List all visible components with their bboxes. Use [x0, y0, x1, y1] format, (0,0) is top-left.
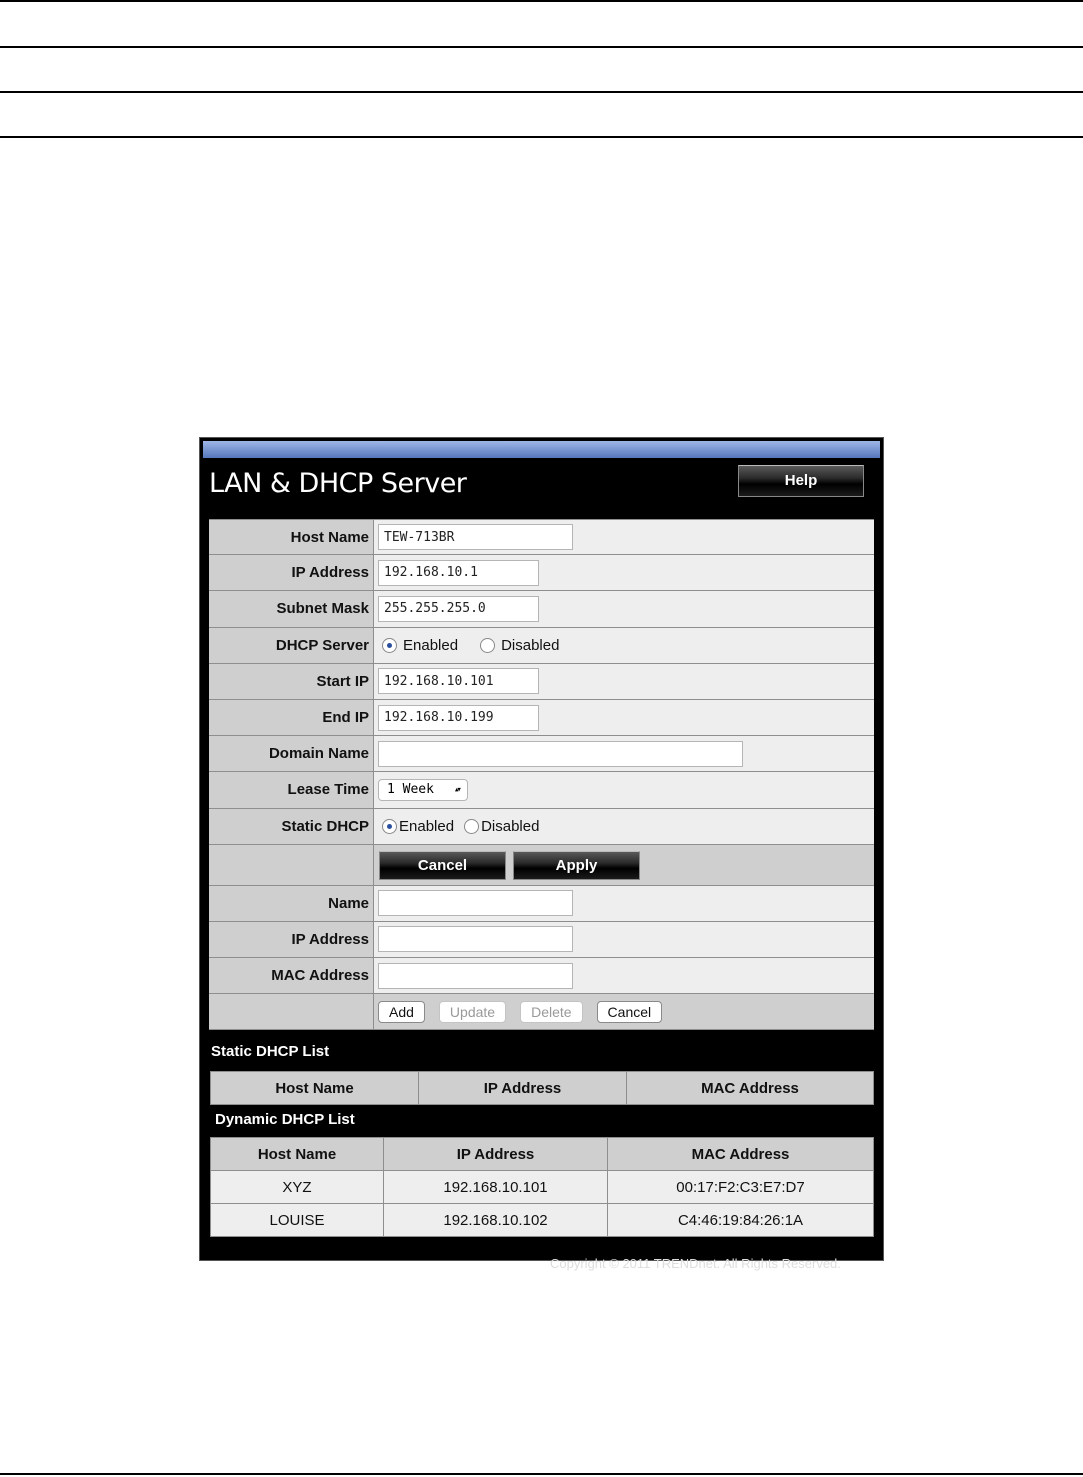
end-ip-label: End IP	[209, 700, 374, 735]
apply-button[interactable]: Apply	[513, 851, 640, 880]
host-name-input[interactable]: TEW-713BR	[378, 524, 573, 550]
dynamic-dhcp-table	[210, 1137, 874, 1237]
ip-address-cell: 192.168.10.101	[384, 1171, 608, 1204]
static-actions-row	[209, 994, 874, 1030]
radio-selected-icon	[382, 638, 397, 653]
dhcp-server-row	[209, 628, 874, 664]
radio-unselected-icon	[464, 819, 479, 834]
lease-time-row	[209, 772, 874, 808]
static-enabled-radio[interactable]	[382, 818, 454, 835]
rule-line	[0, 91, 1083, 93]
lan-settings-form	[209, 519, 874, 1030]
static-ip-label: IP Address	[209, 922, 374, 957]
add-button[interactable]: Add	[378, 1001, 425, 1023]
column-header: Host Name	[211, 1138, 384, 1171]
lease-time-select[interactable]	[378, 779, 468, 801]
lan-dhcp-panel	[199, 437, 884, 1271]
static-dhcp-table	[210, 1071, 874, 1105]
column-header: IP Address	[419, 1072, 627, 1105]
mac-address-cell: 00:17:F2:C3:E7:D7	[608, 1171, 874, 1204]
column-header: MAC Address	[608, 1138, 874, 1171]
host-name-label: Host Name	[209, 520, 374, 554]
panel-top-bar	[203, 441, 880, 458]
start-ip-row	[209, 664, 874, 700]
static-disabled-label: Disabled	[481, 817, 540, 835]
dhcp-enabled-label: Enabled	[403, 636, 459, 654]
dhcp-server-label: DHCP Server	[209, 628, 374, 663]
column-header: IP Address	[384, 1138, 608, 1171]
ip-address-cell: 192.168.10.102	[384, 1204, 608, 1237]
rule-line	[0, 46, 1083, 48]
mac-address-cell: C4:46:19:84:26:1A	[608, 1204, 874, 1237]
page-title: LAN & DHCP Server	[209, 468, 467, 499]
static-mac-input[interactable]	[378, 963, 573, 989]
select-arrows-icon: ▴▾	[453, 784, 459, 795]
lease-time-label: Lease Time	[209, 772, 374, 807]
cancel-entry-button[interactable]: Cancel	[597, 1001, 663, 1023]
static-mac-label: MAC Address	[209, 958, 374, 993]
domain-name-row	[209, 736, 874, 772]
radio-unselected-icon	[480, 638, 495, 653]
help-button[interactable]: Help	[738, 465, 864, 497]
static-ip-input[interactable]	[378, 926, 573, 952]
rule-line	[0, 136, 1083, 138]
copyright-text: Copyright © 2011 TRENDnet. All Rights Reserved.	[550, 1256, 841, 1271]
static-dhcp-label: Static DHCP	[209, 809, 374, 844]
host-name-row	[209, 519, 874, 555]
dynamic-dhcp-list-title: Dynamic DHCP List	[215, 1111, 355, 1128]
end-ip-row	[209, 700, 874, 736]
static-mac-row	[209, 958, 874, 994]
subnet-mask-input[interactable]: 255.255.255.0	[378, 596, 539, 622]
start-ip-label: Start IP	[209, 664, 374, 699]
domain-name-label: Domain Name	[209, 736, 374, 771]
empty-label-cell	[209, 845, 374, 885]
end-ip-input[interactable]: 192.168.10.199	[378, 705, 539, 731]
column-header: Host Name	[211, 1072, 419, 1105]
subnet-mask-label: Subnet Mask	[209, 591, 374, 626]
ip-address-label: IP Address	[209, 555, 374, 590]
dhcp-disabled-radio[interactable]	[480, 637, 559, 654]
static-disabled-radio[interactable]	[464, 818, 539, 835]
domain-name-input[interactable]	[378, 741, 743, 767]
table-row	[211, 1171, 874, 1204]
empty-label-cell	[209, 994, 374, 1029]
ip-address-input[interactable]: 192.168.10.1	[378, 560, 539, 586]
rule-line	[0, 0, 1083, 2]
rule-line	[0, 1473, 1083, 1475]
static-ip-row	[209, 922, 874, 958]
start-ip-input[interactable]: 192.168.10.101	[378, 668, 539, 694]
static-dhcp-row	[209, 809, 874, 845]
static-enabled-label: Enabled	[399, 817, 455, 835]
column-header: MAC Address	[627, 1072, 874, 1105]
dhcp-disabled-label: Disabled	[501, 636, 560, 654]
table-row	[211, 1204, 874, 1237]
cancel-button[interactable]: Cancel	[379, 851, 506, 880]
host-name-cell: LOUISE	[211, 1204, 384, 1237]
update-button[interactable]: Update	[439, 1001, 506, 1023]
static-name-row	[209, 886, 874, 922]
form-actions-row	[209, 845, 874, 886]
delete-button[interactable]: Delete	[520, 1001, 582, 1023]
static-name-label: Name	[209, 886, 374, 921]
ip-address-row	[209, 555, 874, 591]
dhcp-enabled-radio[interactable]	[382, 637, 458, 654]
static-dhcp-list-title: Static DHCP List	[211, 1043, 330, 1060]
host-name-cell: XYZ	[211, 1171, 384, 1204]
static-name-input[interactable]	[378, 890, 573, 916]
subnet-mask-row	[209, 591, 874, 627]
lease-time-value: 1 Week	[387, 782, 434, 798]
radio-selected-icon	[382, 819, 397, 834]
